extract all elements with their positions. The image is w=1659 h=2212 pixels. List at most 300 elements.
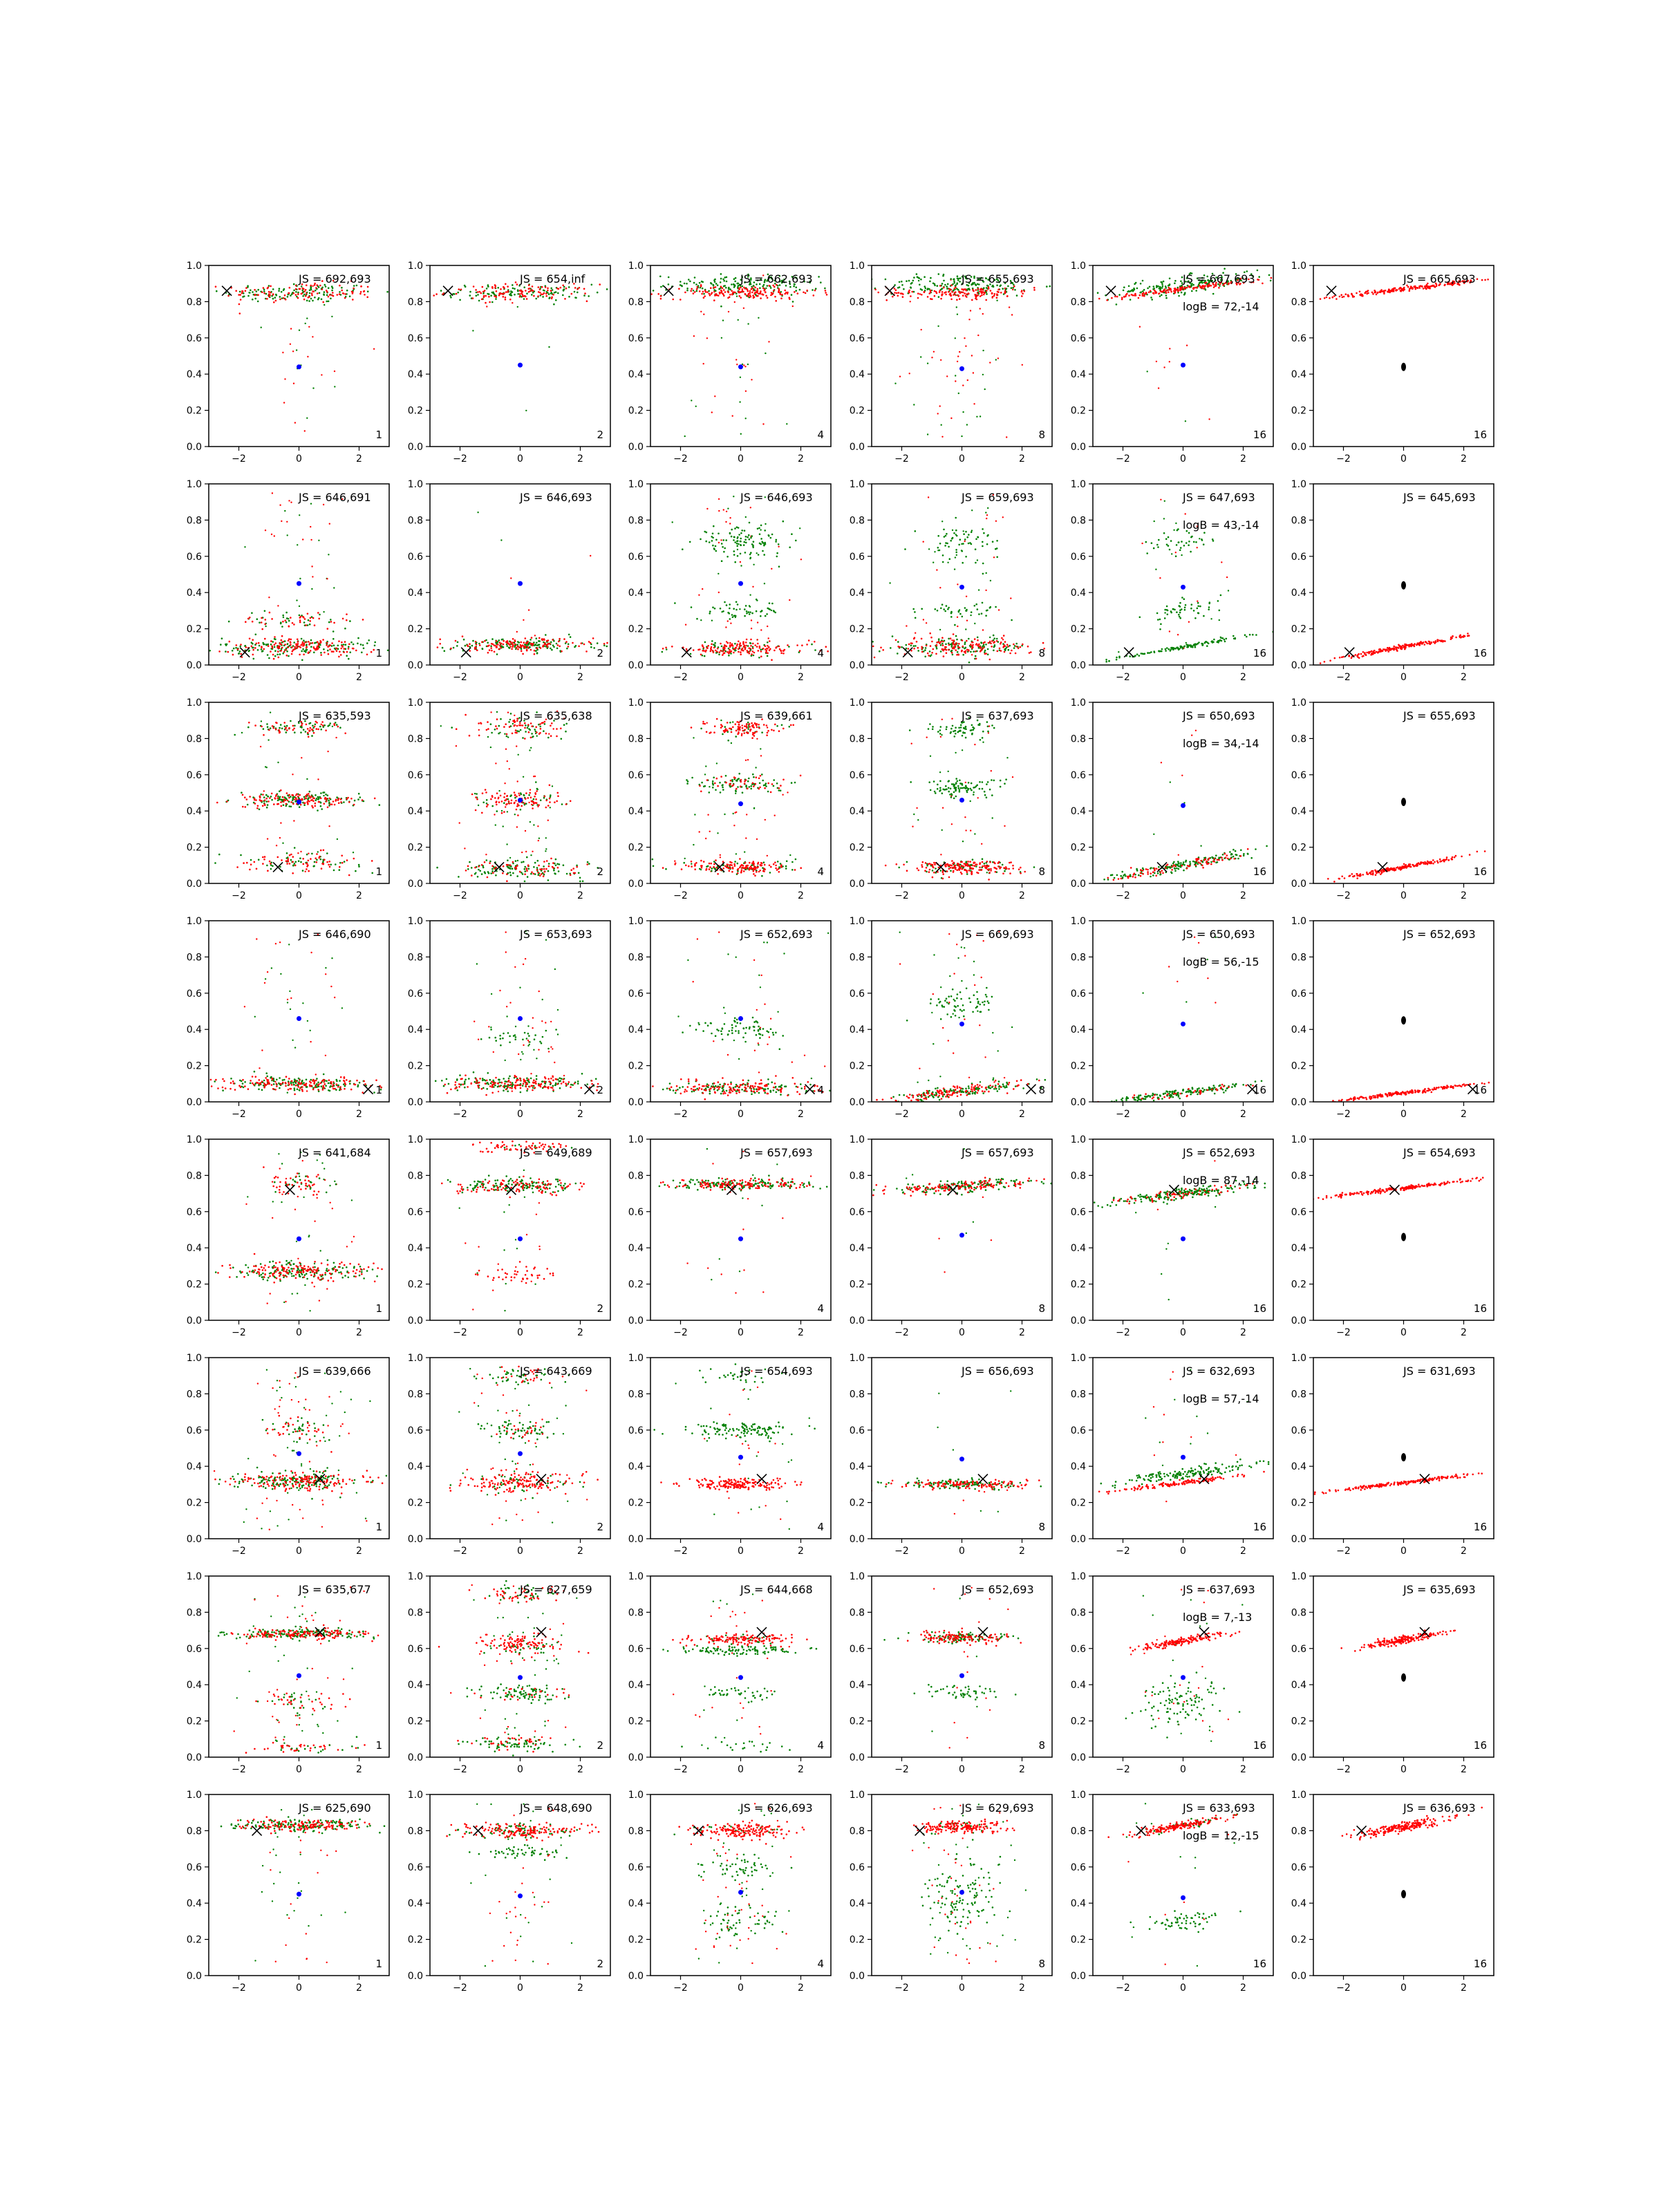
scatter-point xyxy=(552,785,553,787)
x-tick-label: 0 xyxy=(296,453,302,465)
scatter-point xyxy=(331,642,333,644)
scatter-point xyxy=(317,292,319,294)
scatter-point xyxy=(920,279,922,281)
scatter-point xyxy=(257,289,259,291)
scatter-point xyxy=(939,587,941,588)
scatter-point xyxy=(578,646,580,648)
scatter-point xyxy=(590,555,591,556)
scatter-point xyxy=(691,400,692,401)
js-annotation: JS = 646,693 xyxy=(520,491,592,504)
scatter-point xyxy=(957,275,959,277)
scatter-point xyxy=(286,729,288,731)
scatter-point xyxy=(959,292,962,294)
scatter-point xyxy=(926,645,928,647)
scatter-point xyxy=(308,300,310,302)
scatter-point xyxy=(750,537,752,539)
panel-count-label: 1 xyxy=(375,429,382,441)
scatter-point xyxy=(964,643,966,645)
scatter-point xyxy=(516,875,518,877)
scatter-point xyxy=(290,344,291,345)
scatter-point xyxy=(936,569,937,570)
scatter-point xyxy=(303,863,305,865)
y-tick-label: 0.2 xyxy=(849,624,865,635)
scatter-point xyxy=(354,800,356,802)
scatter-point xyxy=(1324,297,1326,299)
scatter-point xyxy=(322,724,324,727)
scatter-point xyxy=(975,650,977,653)
center-marker xyxy=(959,585,964,590)
scatter-point xyxy=(509,857,511,859)
scatter-point xyxy=(444,650,446,652)
scatter-point xyxy=(339,651,341,653)
scatter-point xyxy=(1333,295,1335,297)
scatter-point xyxy=(1105,659,1107,661)
scatter-point xyxy=(712,537,714,539)
scatter-point xyxy=(321,863,324,865)
scatter-point xyxy=(719,292,721,294)
scatter-point xyxy=(1027,646,1029,648)
scatter-point xyxy=(1161,291,1163,293)
scatter-point xyxy=(308,619,310,621)
scatter-point xyxy=(509,299,512,301)
scatter-point xyxy=(579,287,581,289)
scatter-point xyxy=(355,650,357,652)
scatter-point xyxy=(471,645,474,647)
scatter-point xyxy=(525,295,527,297)
scatter-point xyxy=(261,648,263,650)
scatter-point xyxy=(294,725,296,727)
scatter-point xyxy=(297,292,299,294)
scatter-point xyxy=(729,649,731,651)
scatter-point xyxy=(977,335,979,336)
scatter-point xyxy=(538,644,540,646)
scatter-point xyxy=(1193,610,1195,612)
y-tick-label: 1.0 xyxy=(628,261,644,272)
scatter-point xyxy=(767,645,769,647)
scatter-point xyxy=(1111,297,1113,299)
scatter-point xyxy=(524,803,526,805)
scatter-point xyxy=(1428,641,1430,643)
scatter-point xyxy=(506,873,508,875)
panel-0-0 xyxy=(144,261,391,465)
scatter-point xyxy=(320,654,322,656)
scatter-point xyxy=(299,806,301,808)
scatter-point xyxy=(775,541,777,543)
scatter-point xyxy=(306,794,308,796)
scatter-point xyxy=(1459,635,1461,637)
scatter-point xyxy=(983,642,985,644)
scatter-point xyxy=(957,294,959,297)
scatter-point xyxy=(984,650,986,652)
scatter-point xyxy=(991,646,993,648)
scatter-point xyxy=(952,529,953,531)
scatter-point xyxy=(279,643,281,645)
y-tick-label: 0.8 xyxy=(407,515,423,527)
scatter-point xyxy=(274,655,276,657)
scatter-point xyxy=(557,867,559,869)
scatter-point xyxy=(941,424,942,426)
scatter-point xyxy=(273,803,275,805)
scatter-point xyxy=(1226,577,1228,578)
scatter-point xyxy=(305,797,307,799)
scatter-point xyxy=(477,291,479,293)
scatter-point xyxy=(1208,606,1210,608)
scatter-point xyxy=(456,293,458,295)
scatter-point xyxy=(329,523,330,525)
scatter-point xyxy=(988,288,990,290)
scatter-point xyxy=(765,645,767,647)
scatter-point xyxy=(232,650,234,652)
scatter-point xyxy=(306,863,308,865)
scatter-point xyxy=(733,554,735,556)
scatter-point xyxy=(977,294,980,297)
scatter-point xyxy=(715,283,718,285)
scatter-point xyxy=(885,299,888,301)
scatter-point xyxy=(749,653,751,655)
scatter-point xyxy=(756,291,758,293)
scatter-point xyxy=(1221,561,1222,563)
scatter-point xyxy=(704,295,706,297)
scatter-point xyxy=(482,802,485,804)
scatter-point xyxy=(738,646,740,648)
scatter-point xyxy=(317,641,319,643)
scatter-point xyxy=(308,853,309,854)
scatter-point xyxy=(550,288,552,290)
scatter-point xyxy=(1199,538,1200,539)
scatter-point xyxy=(948,288,950,290)
scatter-point xyxy=(942,554,944,556)
scatter-point xyxy=(1399,645,1401,647)
scatter-point xyxy=(1371,653,1373,655)
scatter-point xyxy=(741,529,743,532)
scatter-point xyxy=(348,648,350,650)
scatter-point xyxy=(297,643,299,645)
scatter-point xyxy=(1160,499,1161,500)
y-tick-label: 0.8 xyxy=(849,515,865,527)
scatter-point xyxy=(1005,648,1007,650)
scatter-point xyxy=(973,290,975,292)
js-annotation: JS = 655,693 xyxy=(962,272,1034,285)
scatter-point xyxy=(948,642,950,644)
scatter-point xyxy=(665,647,667,649)
scatter-point xyxy=(481,641,483,644)
scatter-point xyxy=(274,638,276,640)
scatter-point xyxy=(765,295,767,297)
scatter-point xyxy=(1467,632,1469,635)
scatter-point xyxy=(740,433,742,435)
scatter-point xyxy=(1164,609,1166,611)
scatter-point xyxy=(268,729,270,731)
scatter-point xyxy=(894,288,896,290)
scatter-point xyxy=(1179,550,1181,552)
scatter-point xyxy=(1412,288,1414,290)
scatter-point xyxy=(261,726,263,728)
scatter-point xyxy=(366,654,368,656)
scatter-point xyxy=(482,292,485,294)
scatter-point xyxy=(774,296,776,298)
x-tick-label: −2 xyxy=(1116,672,1130,683)
scatter-point xyxy=(824,288,826,290)
scatter-point xyxy=(762,423,764,424)
scatter-point xyxy=(958,544,960,546)
scatter-point xyxy=(279,505,281,506)
scatter-point xyxy=(319,726,321,728)
scatter-point xyxy=(968,292,970,294)
scatter-point xyxy=(528,868,530,870)
scatter-point xyxy=(741,649,743,651)
scatter-point xyxy=(950,289,952,291)
scatter-point xyxy=(1003,646,1005,648)
scatter-point xyxy=(1150,651,1152,653)
scatter-point xyxy=(535,650,537,652)
scatter-point xyxy=(729,612,731,615)
scatter-point xyxy=(993,650,995,652)
y-tick-label: 0.0 xyxy=(1291,660,1306,671)
scatter-point xyxy=(1145,541,1147,543)
scatter-point xyxy=(727,642,729,644)
scatter-point xyxy=(1477,278,1479,280)
panel-1-0 xyxy=(187,479,410,683)
scatter-point xyxy=(736,295,738,297)
scatter-point xyxy=(965,295,967,297)
scatter-point xyxy=(971,654,973,655)
scatter-point xyxy=(1409,290,1411,292)
scatter-point xyxy=(284,644,286,646)
scatter-point xyxy=(506,864,508,866)
scatter-point xyxy=(979,646,981,648)
scatter-point xyxy=(238,653,241,655)
scatter-point xyxy=(474,793,476,794)
scatter-point xyxy=(1181,292,1183,294)
scatter-point xyxy=(521,650,523,652)
scatter-point xyxy=(505,297,507,299)
y-tick-label: 1.0 xyxy=(628,479,644,490)
scatter-point xyxy=(340,801,342,803)
scatter-point xyxy=(996,294,998,297)
scatter-point xyxy=(245,287,247,289)
scatter-point xyxy=(479,644,481,646)
scatter-point xyxy=(279,296,281,298)
scatter-point xyxy=(530,796,532,798)
scatter-point xyxy=(505,299,507,301)
scatter-point xyxy=(1185,604,1187,606)
scatter-point xyxy=(315,290,317,292)
scatter-point xyxy=(996,300,997,301)
scatter-point xyxy=(557,644,559,646)
scatter-point xyxy=(1001,637,1003,639)
scatter-point xyxy=(975,562,977,564)
panel-count-label: 8 xyxy=(1038,429,1045,441)
scatter-point xyxy=(841,283,843,285)
scatter-point xyxy=(320,859,322,861)
scatter-point xyxy=(282,621,284,623)
scatter-point xyxy=(740,653,742,655)
scatter-point xyxy=(330,619,332,621)
scatter-point xyxy=(980,641,982,644)
scatter-point xyxy=(1391,290,1393,292)
scatter-point xyxy=(283,804,285,806)
scatter-point xyxy=(741,285,743,288)
scatter-point xyxy=(1174,283,1176,285)
scatter-point xyxy=(1164,612,1165,613)
scatter-point xyxy=(480,292,482,294)
scatter-point xyxy=(450,648,452,650)
scatter-point xyxy=(1191,645,1193,647)
scatter-point xyxy=(283,722,285,724)
scatter-point xyxy=(1206,645,1208,647)
scatter-point xyxy=(272,298,274,300)
scatter-point xyxy=(733,278,735,280)
scatter-point xyxy=(935,291,937,293)
scatter-point xyxy=(525,851,527,852)
scatter-point xyxy=(740,538,742,540)
scatter-points xyxy=(401,512,655,657)
scatter-point xyxy=(966,293,968,295)
scatter-point xyxy=(751,653,753,655)
scatter-point xyxy=(1235,637,1237,639)
scatter-point xyxy=(942,561,944,563)
scatter-point xyxy=(1175,523,1177,524)
y-tick-label: 0.6 xyxy=(1291,551,1306,563)
scatter-point xyxy=(487,642,489,644)
x-tick-label: 0 xyxy=(738,453,744,465)
scatter-point xyxy=(245,806,247,808)
scatter-point xyxy=(929,632,931,635)
scatter-point xyxy=(282,641,284,643)
scatter-point xyxy=(1007,646,1009,648)
scatter-point xyxy=(537,295,539,297)
scatter-point xyxy=(694,276,696,279)
scatter-point xyxy=(512,638,514,640)
scatter-point xyxy=(1204,642,1206,644)
scatter-point xyxy=(252,621,254,623)
scatter-point xyxy=(1219,619,1220,621)
scatter-point xyxy=(585,650,588,653)
scatter-point xyxy=(289,287,291,289)
scatter-point xyxy=(319,292,321,294)
y-tick-label: 0.4 xyxy=(1070,588,1086,599)
scatter-point xyxy=(572,868,574,870)
scatter-point xyxy=(311,729,313,731)
scatter-point xyxy=(729,642,731,644)
y-tick-label: 0.6 xyxy=(628,551,644,563)
scatter-point xyxy=(1190,551,1192,553)
scatter-point xyxy=(240,854,242,856)
scatter-point xyxy=(340,648,342,650)
scatter-point xyxy=(766,650,768,652)
scatter-point xyxy=(534,862,536,864)
scatter-point xyxy=(280,650,282,652)
scatter-point xyxy=(797,292,799,294)
scatter-point xyxy=(516,631,518,632)
scatter-point xyxy=(896,292,898,294)
scatter-point xyxy=(532,645,534,647)
scatter-point xyxy=(965,531,967,533)
scatter-point xyxy=(1187,646,1189,648)
scatter-point xyxy=(529,288,531,290)
scatter-point xyxy=(538,637,541,639)
scatter-point xyxy=(925,647,927,649)
scatter-point xyxy=(553,728,554,729)
scatter-point xyxy=(702,281,704,283)
scatter-point xyxy=(724,649,726,651)
scatter-point xyxy=(272,492,273,494)
x-tick-label: 2 xyxy=(1019,453,1025,465)
scatter-point xyxy=(1185,287,1187,289)
scatter-point xyxy=(292,725,294,727)
scatter-point xyxy=(517,645,519,647)
scatter-point xyxy=(267,726,269,728)
scatter-point xyxy=(1390,649,1392,651)
scatter-point xyxy=(1418,642,1420,644)
scatter-point xyxy=(695,406,697,407)
scatter-point xyxy=(255,799,257,801)
scatter-point xyxy=(566,873,568,875)
scatter-point xyxy=(950,292,952,294)
scatter-point xyxy=(254,647,256,649)
scatter-point xyxy=(776,552,778,554)
scatter-point xyxy=(978,613,980,615)
scatter-point xyxy=(309,292,311,294)
scatter-point xyxy=(275,729,277,731)
scatter-point xyxy=(307,624,309,626)
scatter-point xyxy=(713,289,715,291)
scatter-point xyxy=(1153,285,1155,288)
scatter-point xyxy=(542,646,544,648)
y-tick-label: 0.2 xyxy=(1070,405,1086,417)
scatter-point xyxy=(956,306,957,308)
scatter-point xyxy=(500,539,502,541)
scatter-point xyxy=(279,837,281,838)
scatter-point xyxy=(303,294,306,296)
scatter-point xyxy=(713,287,715,289)
scatter-point xyxy=(921,608,923,610)
scatter-point xyxy=(485,789,487,791)
scatter-point xyxy=(404,644,406,646)
y-tick-label: 1.0 xyxy=(186,479,202,490)
scatter-point xyxy=(924,285,926,288)
scatter-points xyxy=(843,494,1056,664)
scatter-point xyxy=(301,724,303,727)
scatter-point xyxy=(301,659,303,662)
y-tick-label: 0.2 xyxy=(407,405,423,417)
scatter-point xyxy=(1339,657,1341,659)
scatter-point xyxy=(761,294,763,296)
scatter-point xyxy=(1404,646,1406,648)
scatter-point xyxy=(1396,648,1398,650)
scatter-point xyxy=(953,532,955,534)
scatter-point xyxy=(715,539,718,541)
scatter-point xyxy=(346,655,348,657)
scatter-point xyxy=(1396,647,1398,649)
scatter-point xyxy=(523,298,525,300)
scatter-point xyxy=(710,287,712,289)
scatter-point xyxy=(469,291,471,293)
scatter-point xyxy=(1372,293,1374,295)
scatter-point xyxy=(1288,302,1290,304)
scatter-point xyxy=(475,289,477,291)
scatter-point xyxy=(521,861,523,863)
scatter-point xyxy=(548,733,550,735)
scatter-point xyxy=(481,864,483,866)
scatter-point xyxy=(715,545,717,547)
scatter-point xyxy=(713,652,715,654)
scatter-point xyxy=(1160,288,1162,290)
scatter-point xyxy=(1156,285,1158,287)
scatter-point xyxy=(806,290,808,292)
scatter-point xyxy=(239,650,241,653)
scatter-point xyxy=(759,543,761,545)
